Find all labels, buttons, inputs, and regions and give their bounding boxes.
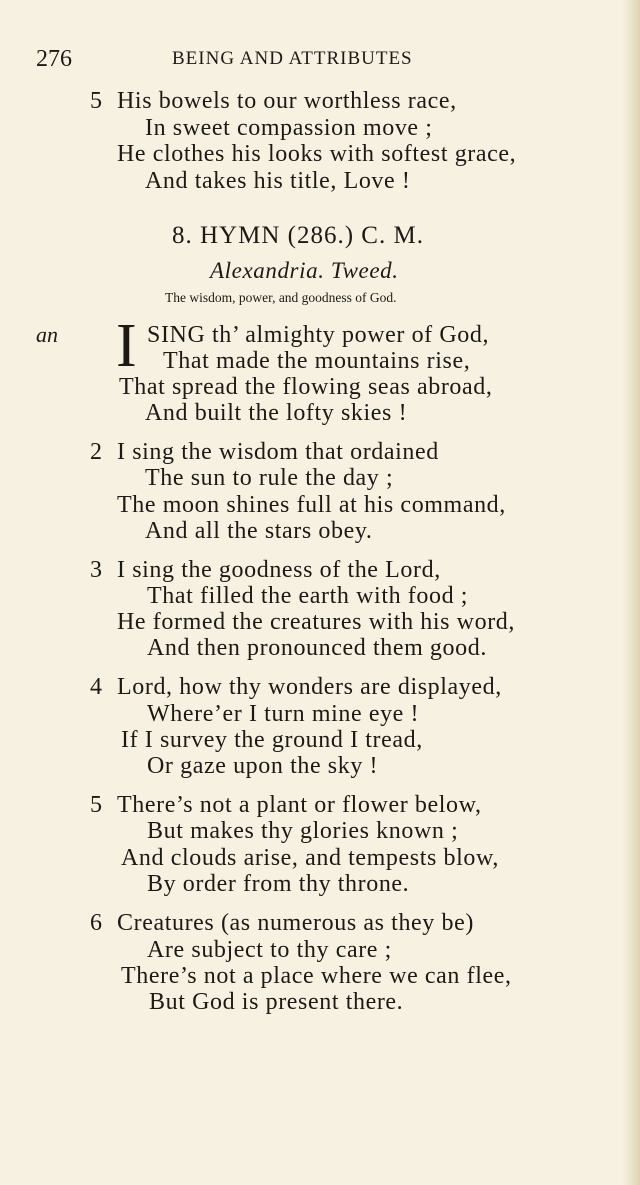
- hymn-subject: The wisdom, power, and goodness of God.: [165, 290, 397, 305]
- verse-line: Are subject to thy care ;: [147, 937, 392, 963]
- verse-line: If I survey the ground I tread,: [121, 727, 423, 753]
- verse-line: And takes his title, Love !: [145, 168, 411, 194]
- page-number: 276: [36, 46, 72, 72]
- stanza-number: 6: [90, 910, 102, 936]
- page-edge-shadow: [622, 0, 640, 1185]
- verse-line: He clothes his looks with softest grace,: [117, 141, 517, 167]
- stanza-number: 5: [90, 88, 102, 114]
- running-title: BEING AND ATTRIBUTES: [172, 48, 413, 69]
- stanza-number: 4: [90, 674, 102, 700]
- hymn-title: 8. HYMN (286.) C. M.: [172, 222, 424, 249]
- verse-line: By order from thy throne.: [147, 871, 410, 897]
- tune-names: Alexandria. Tweed.: [210, 258, 399, 283]
- verse-line: I sing the wisdom that ordained: [117, 439, 439, 465]
- verse-line: There’s not a plant or flower below,: [117, 792, 482, 818]
- stanza-number: 2: [90, 439, 102, 465]
- stanza-number: 5: [90, 792, 102, 818]
- verse-line: And then pronounced them good.: [147, 635, 487, 661]
- verse-line: In sweet compassion move ;: [145, 115, 433, 141]
- verse-line: That filled the earth with food ;: [147, 583, 469, 609]
- verse-line: SING th’ almighty power of God,: [147, 322, 490, 348]
- verse-line: The sun to rule the day ;: [145, 465, 394, 491]
- verse-line: Or gaze upon the sky !: [147, 753, 379, 779]
- verse-line: That made the mountains rise,: [163, 348, 471, 374]
- stanza-number: 3: [90, 557, 102, 583]
- verse-line: I sing the goodness of the Lord,: [117, 557, 441, 583]
- verse-line: Creatures (as numerous as they be): [117, 910, 474, 936]
- verse-line: And clouds arise, and tempests blow,: [121, 845, 499, 871]
- verse-line: The moon shines full at his command,: [117, 492, 506, 518]
- verse-line: Where’er I turn mine eye !: [147, 701, 420, 727]
- verse-line: But God is present there.: [149, 989, 404, 1015]
- margin-annotation: an: [36, 322, 58, 347]
- drop-cap: I: [116, 312, 137, 380]
- verse-line: He formed the creatures with his word,: [117, 609, 516, 635]
- verse-line: That spread the flowing seas abroad,: [119, 374, 493, 400]
- verse-line: Lord, how thy wonders are displayed,: [117, 674, 502, 700]
- verse-line: His bowels to our worthless race,: [117, 88, 457, 114]
- page-header: [36, 46, 596, 76]
- verse-line: And all the stars obey.: [145, 518, 373, 544]
- verse-line: And built the lofty skies !: [145, 400, 408, 426]
- verse-line: But makes thy glories known ;: [147, 818, 459, 844]
- verse-line: There’s not a place where we can flee,: [121, 963, 512, 989]
